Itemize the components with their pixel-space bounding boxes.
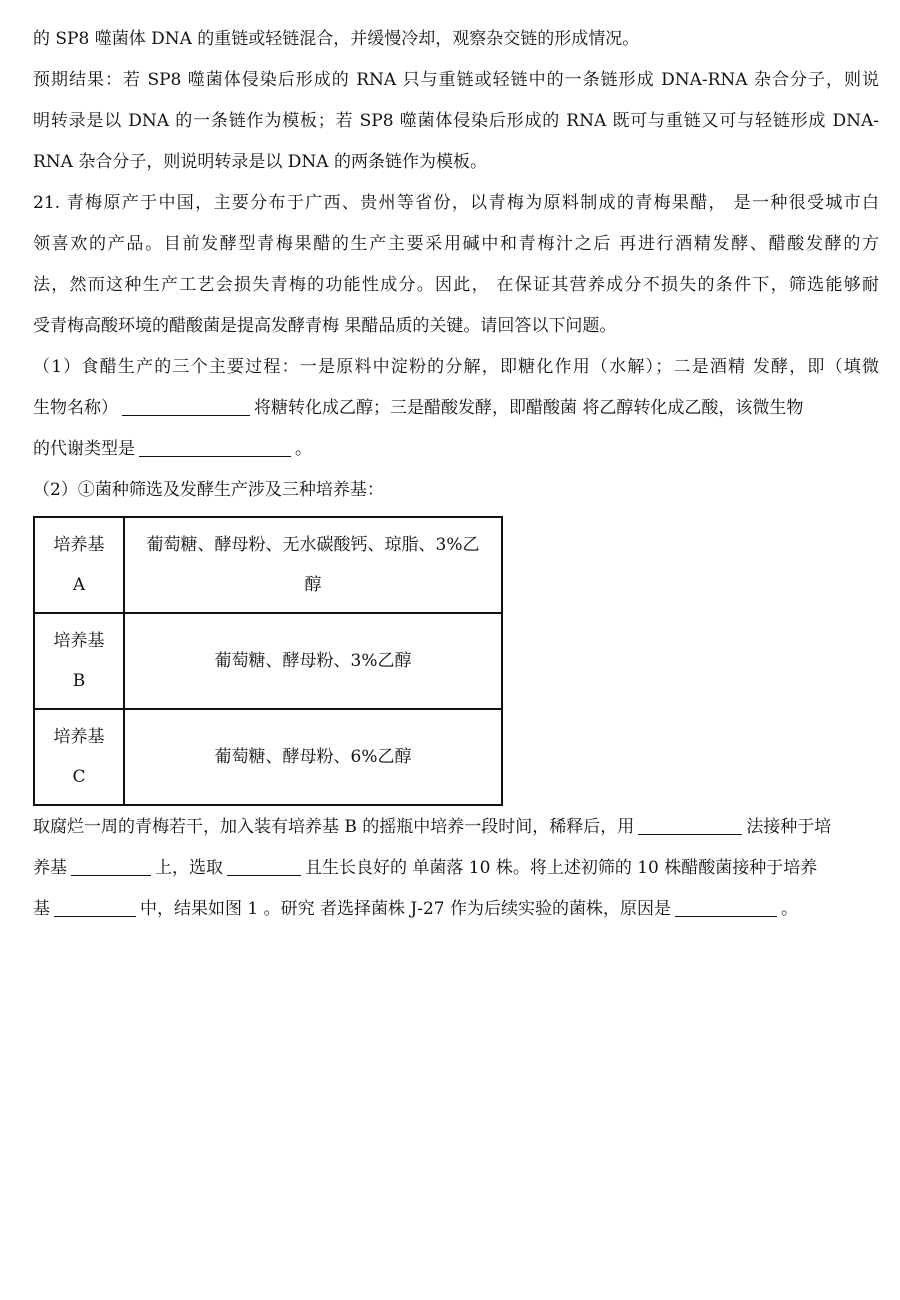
medium-table (33, 516, 503, 806)
medium-label-cell (34, 517, 124, 613)
answer-blank[interactable] (122, 395, 250, 416)
medium-letter: B (72, 671, 86, 691)
text-segment: 养基 (33, 858, 67, 878)
question-21-line: 受青梅高酸环境的醋酸菌是提高发酵青梅 果醋品质的关键。请回答以下问题。 (33, 316, 617, 336)
subquestion-2-line (33, 810, 879, 851)
question-21-line: 21. 青梅原产于中国，主要分布于广西、贵州等省份，以青梅为原料制成的青梅果醋， 是一种很受城市白 (33, 193, 879, 213)
table-row (34, 709, 502, 805)
text-segment: 中，结果如图 1 。研究 者选择菌株 J-27 作为后续实验的菌株，原因是 (140, 899, 672, 919)
question-21-line: 法，然而这种生产工艺会损失青梅的功能性成分。因此， 在保证其营养成分不损失的条件下，筛选能够耐 (33, 275, 879, 295)
medium-label: 培养基 (53, 535, 105, 555)
medium-label: 培养基 (53, 631, 105, 651)
ingredients-text: 葡萄糖、酵母粉、6%乙醇 (214, 747, 412, 767)
ingredients-text: 醇 (304, 575, 322, 595)
text-segment: 生物名称） (33, 398, 118, 418)
ingredients-cell (124, 613, 502, 709)
text-segment: 。 (295, 439, 312, 459)
answer-blank[interactable] (675, 896, 777, 917)
text-segment: 。 (781, 899, 799, 919)
answer-blank[interactable] (139, 436, 291, 457)
subquestion-1-line: （1）食醋生产的三个主要过程：一是原料中淀粉的分解，即糖化作用（水解）；二是酒精 发酵，即（填微 (33, 357, 879, 377)
text-segment: 的代谢类型是 (33, 439, 135, 459)
medium-label: 培养基 (53, 727, 105, 747)
text-segment: 法接种于培 (746, 817, 832, 837)
subquestion-1-line (33, 391, 879, 432)
medium-letter: C (72, 767, 86, 787)
subquestion-1-line (33, 432, 879, 473)
paragraph-line: 的 SP8 噬菌体 DNA 的重链或轻链混合，并缓慢冷却，观察杂交链的形成情况。 (33, 29, 640, 49)
subquestion-2-line: （2）①菌种筛选及发酵生产涉及三种培养基： (33, 480, 384, 500)
medium-label-cell (34, 709, 124, 805)
text-segment: 基 (33, 899, 50, 919)
text-segment: 上，选取 (155, 858, 223, 878)
answer-blank[interactable] (71, 855, 151, 876)
paragraph-line: 明转录是以 DNA 的一条链作为模板；若 SP8 噬菌体侵染后形成的 RNA 既可与重链又可与轻链形成 DNA- (33, 111, 879, 131)
ingredients-cell (124, 709, 502, 805)
medium-label-cell (34, 613, 124, 709)
text-segment: 取腐烂一周的青梅若干，加入装有培养基 B 的摇瓶中培养一段时间，稀释后，用 (33, 817, 635, 837)
document-page (33, 22, 879, 933)
text-segment: 且生长良好的 单菌落 10 株。将上述初筛的 10 株醋酸菌接种于培养 (305, 858, 818, 878)
subquestion-2-line (33, 892, 879, 933)
paragraph-line: RNA 杂合分子，则说明转录是以 DNA 的两条链作为模板。 (33, 152, 487, 172)
ingredients-text: 葡萄糖、酵母粉、无水碳酸钙、琼脂、3%乙 (146, 535, 480, 555)
paragraph-line: 预期结果：若 SP8 噬菌体侵染后形成的 RNA 只与重链或轻链中的一条链形成 DNA-RNA 杂合分子，则说 (33, 70, 879, 90)
text-segment: 将糖转化成乙醇；三是醋酸发酵，即醋酸菌 将乙醇转化成乙酸，该微生物 (254, 398, 804, 418)
medium-letter: A (72, 575, 86, 595)
answer-blank[interactable] (54, 896, 136, 917)
ingredients-cell (124, 517, 502, 613)
table-row (34, 613, 502, 709)
table-row (34, 517, 502, 613)
answer-blank[interactable] (638, 814, 742, 835)
question-21-line: 领喜欢的产品。目前发酵型青梅果醋的生产主要采用碱中和青梅汁之后 再进行酒精发酵、醋酸发酵的方 (33, 234, 879, 254)
ingredients-text: 葡萄糖、酵母粉、3%乙醇 (214, 651, 412, 671)
subquestion-2-line (33, 851, 879, 892)
answer-blank[interactable] (227, 855, 301, 876)
